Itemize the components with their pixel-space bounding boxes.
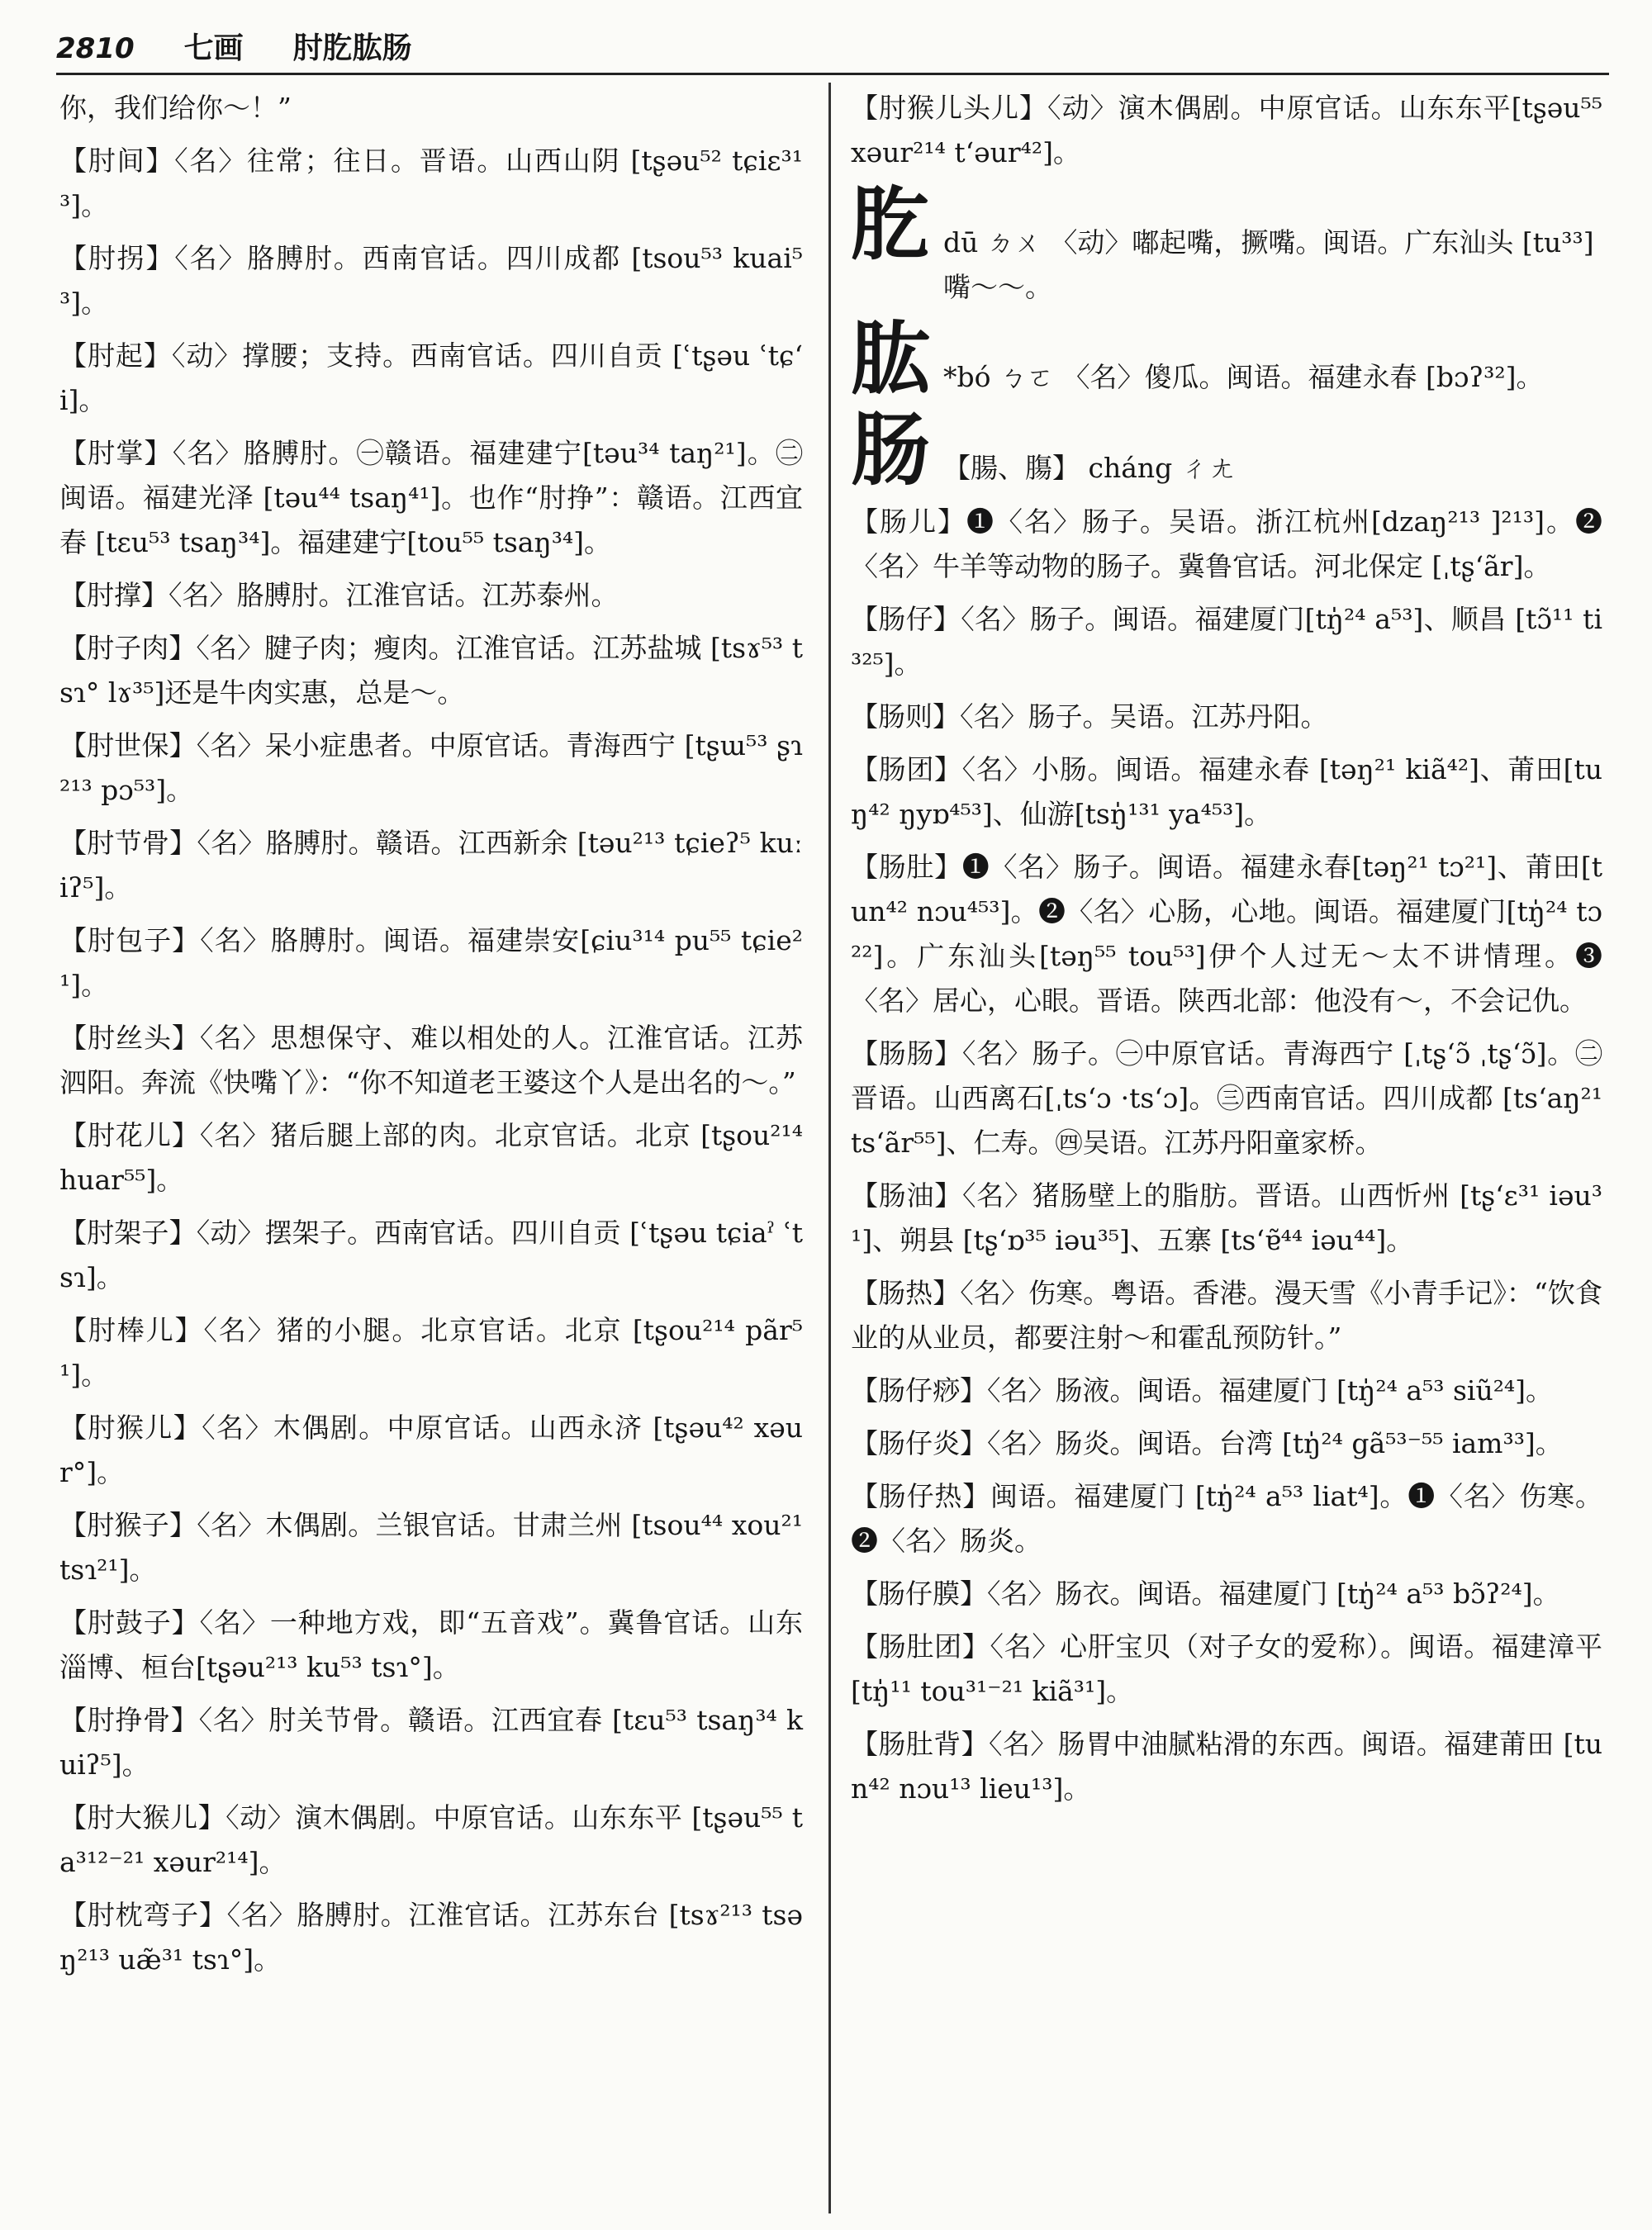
dict-entry: 【肘世保】〈名〉呆小症患者。中原官话。青海西宁 [tʂɯ⁵³ ʂɿ²¹³ pɔ⁵³]。 (59, 729, 803, 806)
dict-entry: 你，我们给你～！” (59, 92, 292, 124)
dict-entry: 【肠油】〈名〉猪肠壁上的脂肪。晋语。山西忻州 [tʂʻɛ³¹ iəu³¹]、朔县 [tʂʻɒ³⁵ iəu³⁵]、五寨 [tsʻɐ̃⁴⁴ iəu⁴⁴]。 (851, 1179, 1602, 1256)
header-rule (56, 73, 1609, 75)
dict-entry: 【肘子肉】〈名〉腱子肉；瘦肉。江淮官话。江苏盐城 [tsɤ⁵³ tsɿ° lɤ³⁵]还是牛肉实惠，总是～。 (59, 632, 803, 709)
page-header (56, 25, 1609, 71)
section-label: 七画 (183, 31, 244, 65)
headword-note: 【腸、膓】 cháng ㄔㄤ (943, 452, 1236, 484)
dict-entry: 【肠仔热】闽语。福建厦门 [tŋ̍²⁴ a⁵³ liat⁴]。❶〈名〉伤寒。❷〈名〉肠炎。 (851, 1480, 1602, 1557)
headword-char: 肱 (851, 312, 930, 406)
headword-block (851, 312, 1602, 406)
dict-entry: 【肘猴儿头儿】〈动〉演木偶剧。中原官话。山东东平[tʂəu⁵⁵ xəur²¹⁴ tʻəur⁴²]。 (851, 92, 1602, 168)
dict-entry: 【肘撑】〈名〉胳膊肘。江淮官话。江苏泰州。 (59, 579, 619, 611)
dict-entry: 【肠肠】〈名〉肠子。㊀中原官话。青海西宁 [ˌtʂʻɔ̃ ˌtʂʻɔ̃]。㊁晋语。山西离石[ˌtsʻɔ ·tsʻɔ]。㊂西南官话。四川成都 [tsʻaŋ²¹ tsʻãr⁵⁵]、仁寿。㊃吴语。江苏丹阳童家桥。 (851, 1037, 1602, 1159)
dict-entry: 【肠热】〈名〉伤寒。粤语。香港。漫天雪《小青手记》：“饮食业的从业员，都要注射～和霍乱预防针。” (851, 1277, 1602, 1354)
dict-entry: 【肘鼓子】〈名〉一种地方戏，即“五音戏”。冀鲁官话。山东淄博、桓台[tʂəu²¹³ ku⁵³ tsɿ°]。 (59, 1606, 803, 1683)
page-number: 2810 (56, 32, 135, 65)
dict-entry: 【肘丝头】〈名〉思想保守、难以相处的人。江淮官话。江苏泗阳。奔流《快嘴丫》：“你不知道老王婆这个人是出名的～。” (59, 1022, 803, 1098)
headword-char: 肠 (851, 403, 930, 496)
dict-entry: 【肘猴子】〈名〉木偶剧。兰银官话。甘肃兰州 [tsou⁴⁴ xou²¹ tsɿ²¹]。 (59, 1509, 803, 1586)
dict-entry: 【肠则】〈名〉肠子。吴语。江苏丹阳。 (851, 700, 1328, 733)
header-chars: 肘肐肱肠 (292, 31, 412, 65)
dict-entry: 【肘包子】〈名〉胳膊肘。闽语。福建崇安[ɕiu³¹⁴ pu⁵⁵ tɕie²¹]。 (59, 924, 803, 1001)
headword-note: dū ㄉㄨ 〈动〉嘟起嘴，撅嘴。闽语。广东汕头 [tu³³]嘴～～。 (943, 226, 1594, 303)
dict-entry: 【肘大猴儿】〈动〉演木偶剧。中原官话。山东东平 [tʂəu⁵⁵ ta³¹²⁻²¹ xəur²¹⁴]。 (59, 1801, 803, 1878)
headword-char: 肐 (851, 178, 930, 271)
dict-entry: 【肠仔痧】〈名〉肠液。闽语。福建厦门 [tŋ̍²⁴ a⁵³ siũ²⁴]。 (851, 1374, 1554, 1407)
dict-entry: 【肘架子】〈动〉摆架子。西南官话。四川自贡 [ʿtʂəu tɕiaˀ ʿtsɿ]。 (59, 1217, 803, 1293)
dict-entry: 【肠儿】❶〈名〉肠子。吴语。浙江杭州[dzaŋ²¹³ ]²¹³]。❷〈名〉牛羊等动物的肠子。冀鲁官话。河北保定 [ˌtʂʻãr]。 (851, 505, 1602, 582)
dict-entry: 【肠仔膜】〈名〉肠衣。闽语。福建厦门 [tŋ̍²⁴ a⁵³ bɔ̃ʔ²⁴]。 (851, 1578, 1560, 1610)
dict-entry: 【肘掌】〈名〉胳膊肘。㊀赣语。福建建宁[təu³⁴ taŋ²¹]。㊁闽语。福建光泽 [təu⁴⁴ tsaŋ⁴¹]。也作“肘挣”：赣语。江西宜春 [tɛu⁵³ tsaŋ³⁴]。福建建宁[tou⁵⁵ tsaŋ³⁴]。 (59, 437, 803, 558)
dict-entry: 【肘起】〈动〉撑腰；支持。西南官话。四川自贡 [ʿtʂəu ʿtɕʻi]。 (59, 339, 803, 416)
headword-block (851, 403, 1602, 496)
dict-entry: 【肘间】〈名〉往常；往日。晋语。山西山阴 [tʂəu⁵² tɕiɛ³¹³]。 (59, 145, 803, 221)
headword-note: *bó ㄅㄛ 〈名〉傻瓜。闽语。福建永春 [bɔʔ³²]。 (943, 361, 1544, 393)
dict-entry: 【肠肚背】〈名〉肠胃中油腻粘滑的东西。闽语。福建莆田 [tun⁴² nɔu¹³ lieu¹³]。 (851, 1728, 1602, 1805)
dict-entry: 【肘棒儿】〈名〉猪的小腿。北京官话。北京 [tʂou²¹⁴ pãr⁵¹]。 (59, 1314, 803, 1391)
dict-entry: 【肘猴儿】〈名〉木偶剧。中原官话。山西永济 [tʂəu⁴² xəur°]。 (59, 1412, 803, 1488)
column-divider (828, 83, 831, 2213)
dict-entry: 【肠肚团】〈名〉心肝宝贝（对子女的爱称）。闽语。福建漳平[tŋ̍¹¹ tou³¹⁻²¹ kiã³¹]。 (851, 1630, 1602, 1707)
dict-entry: 【肘枕弯子】〈名〉胳膊肘。江淮官话。江苏东台 [tsɤ²¹³ tsəŋ²¹³ uæ̃³¹ tsɿ°]。 (59, 1899, 803, 1976)
left-column (59, 86, 803, 1990)
dict-entry: 【肠仔炎】〈名〉肠炎。闽语。台湾 [tŋ̍²⁴ gã⁵³⁻⁵⁵ iam³³]。 (851, 1427, 1563, 1459)
dict-entry: 【肘节骨】〈名〉胳膊肘。赣语。江西新余 [təu²¹³ tɕieʔ⁵ kuːiʔ⁵]。 (59, 827, 803, 904)
dict-entry: 【肘花儿】〈名〉猪后腿上部的肉。北京官话。北京 [tʂou²¹⁴ huar⁵⁵]。 (59, 1119, 803, 1196)
dict-entry: 【肘拐】〈名〉胳膊肘。西南官话。四川成都 [tsou⁵³ kuai⁵³]。 (59, 242, 803, 319)
dict-entry: 【肠肚】❶〈名〉肠子。闽语。福建永春[təŋ²¹ tɔ²¹]、莆田[tun⁴² nɔu⁴⁵³]。❷〈名〉心肠，心地。闽语。福建厦门[tŋ̍²⁴ tɔ²²]。广东汕头[təŋ⁵⁵ tou⁵³]伊个人过无～太不讲情理。❸〈名〉居心，心眼。晋语。陕西北部：他没有～，不会记仇。 (851, 851, 1602, 1017)
right-column (851, 86, 1602, 1820)
dict-entry: 【肠团】〈名〉小肠。闽语。福建永春 [təŋ²¹ kiã⁴²]、莆田[tuŋ⁴² ŋyɒ⁴⁵³]、仙游[tsŋ̍¹³¹ ya⁴⁵³]。 (851, 753, 1602, 830)
headword-block (851, 178, 1602, 310)
dict-entry: 【肠仔】〈名〉肠子。闽语。福建厦门[tŋ̍²⁴ a⁵³]、顺昌 [tɔ̃¹¹ ti³²⁵]。 (851, 603, 1602, 680)
dict-entry: 【肘挣骨】〈名〉肘关节骨。赣语。江西宜春 [tɛu⁵³ tsaŋ³⁴ kuiʔ⁵]。 (59, 1704, 803, 1781)
